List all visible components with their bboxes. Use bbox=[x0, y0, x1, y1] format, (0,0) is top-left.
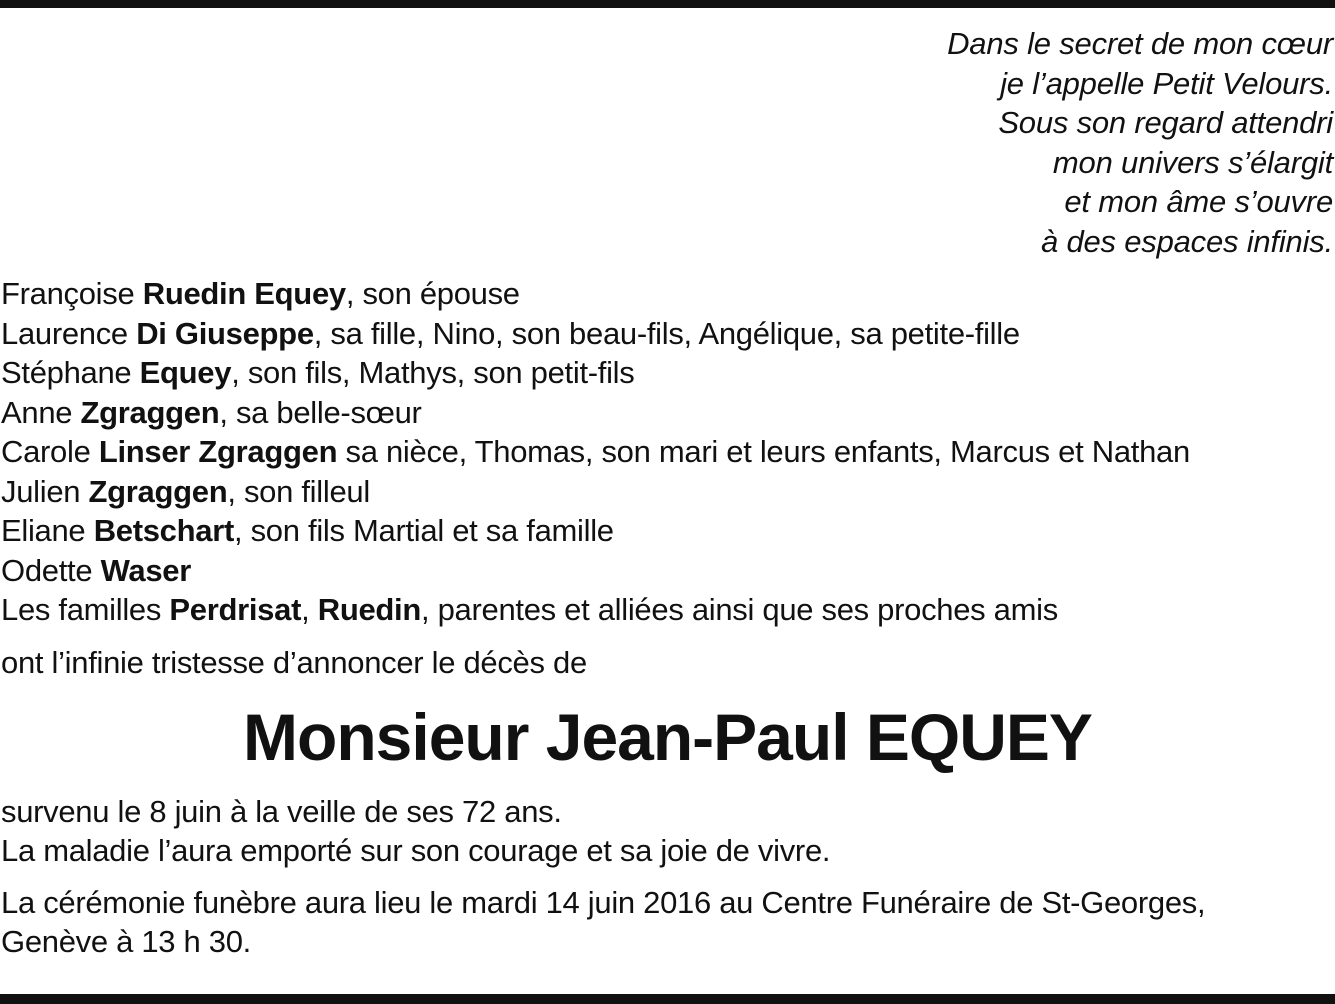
surname: Ruedin bbox=[317, 592, 421, 627]
poem-line: Dans le secret de mon cœur bbox=[947, 26, 1333, 61]
poem-line: mon univers s’élargit bbox=[1052, 144, 1333, 180]
family-member-line bbox=[1, 551, 1190, 591]
surname: Betschart bbox=[93, 513, 234, 548]
family-member-line bbox=[1, 432, 1190, 472]
surname: Perdrisat bbox=[169, 592, 302, 627]
surname: Linser Zgraggen bbox=[98, 434, 338, 469]
ceremony-info bbox=[1, 884, 1205, 961]
family-member-line bbox=[1, 472, 1190, 512]
family-member-line bbox=[1, 353, 1190, 393]
surname: Zgraggen bbox=[88, 473, 228, 509]
bottom-border-rule bbox=[0, 994, 1335, 1004]
poem-line: je l’appelle Petit Velours. bbox=[1000, 65, 1333, 101]
first-name: Les familles bbox=[1, 592, 170, 627]
first-name: Odette bbox=[1, 552, 101, 588]
first-name: Anne bbox=[1, 394, 81, 430]
first-name: Françoise bbox=[1, 276, 143, 311]
surname: Ruedin Equey bbox=[142, 276, 346, 311]
first-name: Stéphane bbox=[1, 355, 140, 390]
family-member-line bbox=[1, 393, 1190, 433]
details-line: survenu le 8 juin à la veille de ses 72 ans. bbox=[1, 794, 562, 829]
family-member-line bbox=[1, 590, 1190, 630]
family-member-line bbox=[1, 314, 1190, 354]
relation: , son fils, Mathys, son petit-fils bbox=[231, 355, 635, 390]
first-name: Carole bbox=[1, 434, 99, 469]
poem-epigraph bbox=[947, 24, 1333, 261]
relation: , sa belle-sœur bbox=[219, 394, 422, 430]
surname: Equey bbox=[139, 355, 232, 390]
surname: Waser bbox=[100, 552, 191, 588]
relation: , sa fille, Nino, son beau-fils, Angélique, sa petite-fille bbox=[313, 315, 1020, 351]
ceremony-line: La cérémonie funèbre aura lieu le mardi 14 juin 2016 au Centre Funéraire de St-Georges, bbox=[1, 885, 1206, 920]
relation: sa nièce, Thomas, son mari et leurs enfants, Marcus et Nathan bbox=[337, 434, 1190, 469]
family-member-line bbox=[1, 511, 1190, 551]
death-details bbox=[1, 793, 830, 870]
details-line: La maladie l’aura emporté sur son courage et sa joie de vivre. bbox=[1, 832, 831, 868]
relation: , son épouse bbox=[345, 276, 520, 311]
poem-line: et mon âme s’ouvre bbox=[1064, 184, 1333, 219]
first-name: Julien bbox=[1, 473, 89, 509]
surname: Di Giuseppe bbox=[136, 315, 314, 351]
top-border-rule bbox=[0, 0, 1335, 8]
family-member-line bbox=[1, 274, 1190, 314]
deceased-name-heading: Monsieur Jean-Paul EQUEY bbox=[243, 700, 1092, 774]
first-name: Eliane bbox=[1, 513, 94, 548]
family-list bbox=[1, 274, 1190, 630]
first-name: Laurence bbox=[1, 315, 137, 351]
relation: , son fils Martial et sa famille bbox=[233, 513, 614, 548]
separator: , bbox=[301, 592, 318, 627]
announcement-text: ont l’infinie tristesse d’annoncer le décès de bbox=[1, 645, 587, 680]
ceremony-line: Genève à 13 h 30. bbox=[1, 923, 251, 959]
relation: , parentes et alliées ainsi que ses proches amis bbox=[420, 592, 1058, 627]
poem-line: Sous son regard attendri bbox=[998, 105, 1333, 140]
surname: Zgraggen bbox=[80, 394, 220, 430]
poem-line: à des espaces infinis. bbox=[1041, 223, 1333, 259]
relation: , son filleul bbox=[227, 473, 370, 509]
